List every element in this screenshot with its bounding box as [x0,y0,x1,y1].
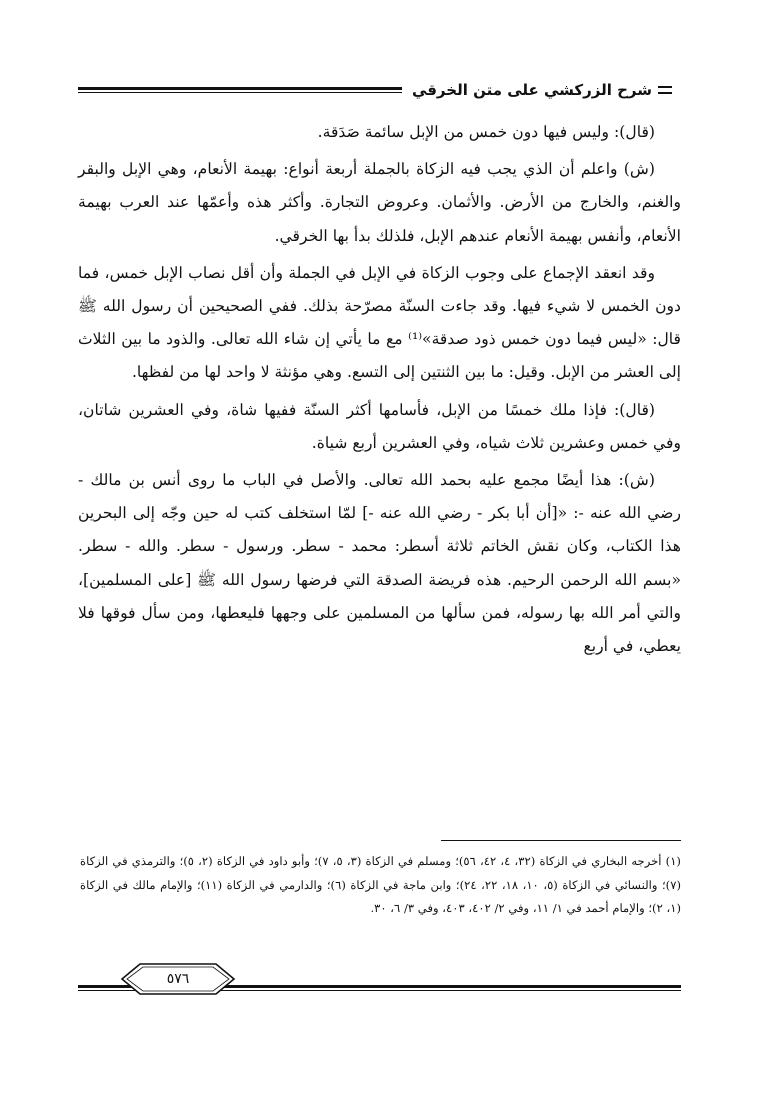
footnotes [80,850,681,921]
paragraph: (قال): وليس فيها دون خمس من الإبل سائمة صَدَقة. [317,123,655,141]
footnote-separator [441,840,681,841]
page-number: ٥٧٦ [166,971,190,987]
header-marker [658,86,672,94]
book-title: شرح الزركشي على متن الخرقي [411,81,652,99]
running-header [78,78,672,102]
header-rule [78,87,402,93]
paragraph: (ش): هذا أيضًا مجمع عليه بحمد الله تعالى. والأصل في الباب ما روى أنس بن مالك - رضي الله عنه -: «[أن أبا بكر - رضي الله عنه -] لمّا استخلف كتب له حين وجّه إلى البحرين هذا الكتاب، وكان نقش الخاتم ثلاثة أسطر: محمد - سطر. ورسول - سطر. والله - سطر. «بسم الله الرحمن الرحيم. هذه فريضة الصدقة التي فرضها رسول الله ﷺ [على المسلمين]، والتي أمر الله بها رسوله، فمن سألها من المسلمين على وجهها فليعطها، ومن سأل فوقها فلا يعطي، في أربع [78,471,681,656]
paragraph: (قال): فإذا ملك خمسًا من الإبل، فأسامها أكثر السنّة ففيها شاة، وفي العشرين شاتان، وفي خمس وعشرين ثلاث شياه، وفي العشرين أربع شياة. [78,400,681,452]
page-footer [78,962,681,998]
paragraph: (ش) واعلم أن الذي يجب فيه الزكاة بالجملة أربعة أنواع: بهيمة الأنعام، وهي الإبل والبقر والغنم، والخارج من الأرض. والأثمان. وعروض التجارة. وأكثر هذه وأعمّها عند العرب بهيمة الأنعام، وأنفس بهيمة الأنعام عندهم الإبل، فلذلك بدأ بها الخرقي. [78,160,681,245]
paragraph: وقد انعقد الإجماع على وجوب الزكاة في الإبل في الجملة وأن أقل نصاب الإبل خمس، فما دون الخمس لا شيء فيها. وقد جاءت السنّة مصرّحة بذلك. ففي الصحيحين أن رسول الله ﷺ قال: «ليس فيما دون خمس ذود صدقة»⁽¹⁾ مع ما يأتي إن شاء الله تعالى. والذود ما بين الثلاث إلى العشر من الإبل. وقيل: ما بين الثنتين إلى التسع. وهي مؤنثة لا واحد لها من لفظها. [78,263,682,382]
footnote: (١) أخرجه البخاري في الزكاة (٣٢، ٤، ٤٢، ٥٦)؛ ومسلم في الزكاة (٣، ٥، ٧)؛ وأبو داود في الزكاة (٢، ٥)؛ والترمذي في الزكاة (٧)؛ والنسائي في الزكاة (٥، ١٠، ١٨، ٢٢، ٢٤)؛ وابن ماجة في الزكاة (٦)؛ والدارمي في الزكاة (١١)؛ والإمام مالك في الزكاة (١، ٢)؛ والإمام أحمد في ١/ ١١، وفي ٢/ ٤٠٢، ٤٠٣، وفي ٣/ ٦، ٣٠. [80,854,681,916]
main-text [78,116,681,667]
page-number-badge [120,962,236,996]
